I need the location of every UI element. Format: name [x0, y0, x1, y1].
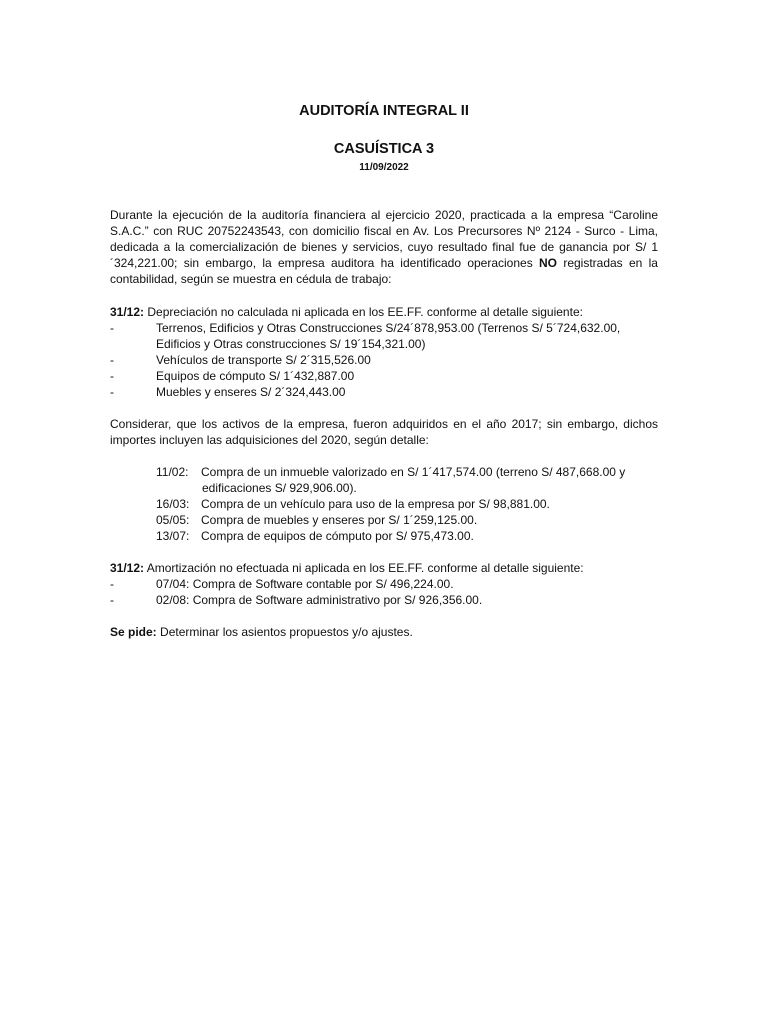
- list-dash: -: [110, 593, 114, 607]
- purchase-date: 13/07:: [156, 529, 190, 543]
- consider-text: Considerar, que los activos de la empresa, fueron adquiridos en el año 2017; sin embargo, dichos importes incluyen las adquisiciones del 2020, según detalle:: [110, 417, 658, 447]
- amortization-section: [110, 560, 658, 608]
- request-paragraph: [110, 624, 658, 640]
- amortization-text: Amortización no efectuada ni aplicada en los EE.FF. conforme al detalle siguiente:: [144, 561, 584, 575]
- intro-paragraph: [110, 207, 658, 287]
- document-title: AUDITORÍA INTEGRAL II: [299, 103, 469, 119]
- document-date: 11/09/2022: [359, 162, 409, 173]
- intro-text-2: registradas en la contabilidad, según se muestra en cédula de trabajo:: [110, 256, 658, 286]
- amortization-date: 31/12:: [110, 561, 145, 575]
- depreciation-text: Depreciación no calculada ni aplicada en los EE.FF. conforme al detalle siguiente:: [144, 305, 583, 319]
- list-item: [110, 384, 658, 400]
- purchase-date: 11/02:: [156, 465, 189, 479]
- list-item: [110, 368, 658, 384]
- purchase-date: 05/05:: [156, 513, 190, 527]
- list-item: [110, 592, 658, 608]
- list-item: [110, 320, 658, 352]
- list-item-text: Equipos de cómputo S/ 1´432,887.00: [156, 369, 355, 383]
- list-item-text: Muebles y enseres S/ 2´324,443.00: [156, 385, 346, 399]
- purchase-text: Compra de un inmueble valorizado en S/ 1´417,574.00 (terreno S/ 487,668.00 y: [201, 465, 626, 479]
- list-item: [110, 576, 658, 592]
- depreciation-section: [110, 304, 658, 400]
- purchase-text: Compra de muebles y enseres por S/ 1´259,125.00.: [201, 513, 478, 527]
- purchase-item: [110, 464, 658, 480]
- depreciation-date: 31/12:: [110, 305, 145, 319]
- document-subtitle: CASUÍSTICA 3: [333, 141, 435, 157]
- list-dash: -: [110, 321, 114, 335]
- list-item: [110, 352, 658, 368]
- purchases-list: [110, 464, 658, 544]
- purchase-date: 16/03:: [156, 497, 190, 511]
- purchase-item: [110, 496, 658, 512]
- purchase-text: Compra de equipos de cómputo por S/ 975,473.00.: [201, 529, 474, 543]
- purchase-continuation: edificaciones S/ 929,906.00).: [202, 481, 357, 495]
- consider-paragraph: [110, 416, 658, 448]
- list-dash: -: [110, 369, 114, 383]
- list-dash: -: [110, 577, 114, 591]
- list-item-text: 02/08: Compra de Software administrativo por S/ 926,356.00.: [156, 593, 483, 607]
- purchase-item: [110, 528, 658, 544]
- list-item-text: Vehículos de transporte S/ 2´315,526.00: [156, 353, 371, 367]
- intro-text-1: Durante la ejecución de la auditoría financiera al ejercicio 2020, practicada a la empresa “Caroline S.A.C.” con RUC 20752243543, con domicilio fiscal en Av. Los Precursores Nº 2124 - Surco - Lima, dedicada a la comercialización de bienes y servicios, cuyo resultado final fue de ganancia por S/ 1´324,221.00; sin embargo, la empresa auditora ha identificado operaciones: [110, 208, 658, 270]
- purchase-item: [110, 512, 658, 528]
- request-text: Determinar los asientos propuestos y/o ajustes.: [156, 625, 413, 639]
- purchase-text: Compra de un vehículo para uso de la empresa por S/ 98,881.00.: [201, 497, 550, 511]
- request-label: Se pide:: [110, 625, 157, 639]
- list-item-text: Terrenos, Edificios y Otras Construcciones S/24´878,953.00 (Terrenos S/ 5´724,632.00, Edificios y Otras construcciones S/ 19´154,321.00): [156, 321, 621, 351]
- list-dash: -: [110, 385, 114, 399]
- intro-bold-no: NO: [539, 256, 558, 270]
- list-item-text: 07/04: Compra de Software contable por S/ 496,224.00.: [156, 577, 454, 591]
- list-dash: -: [110, 353, 114, 367]
